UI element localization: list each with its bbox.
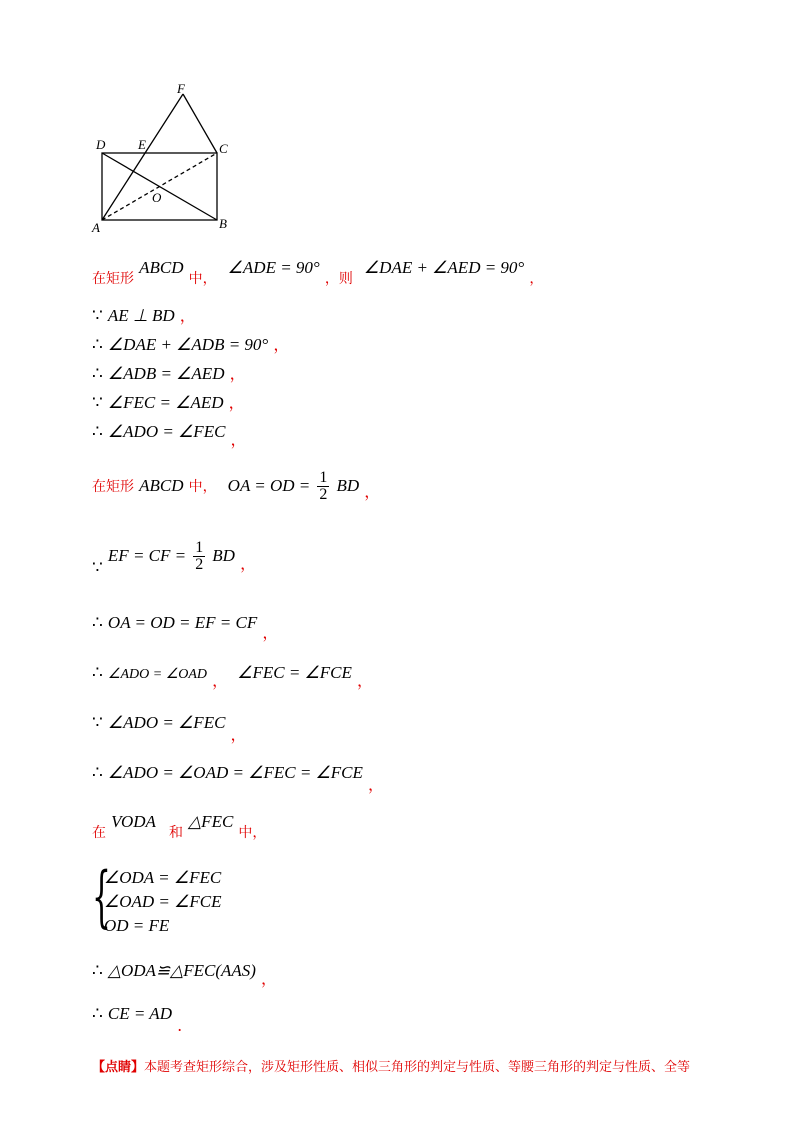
therefore-symbol: ∴: [92, 422, 103, 441]
punctuation: ，: [228, 393, 245, 412]
proof-line-8: [92, 539, 257, 577]
math-expr: ∠FEC = ∠FCE: [237, 663, 352, 682]
note-text: 本题考查矩形综合，涉及矩形性质、相似三角形的判定与性质、等腰三角形的判定与性质、全等: [144, 1060, 691, 1075]
proof-line-4: [92, 361, 246, 384]
proof-line-9: [92, 610, 279, 642]
label-e: E: [138, 137, 146, 152]
proof-line-15: [92, 1004, 183, 1035]
punctuation: ，: [230, 725, 247, 744]
therefore-symbol: ∴: [92, 364, 103, 383]
math-expr: ∠ADO = ∠OAD = ∠FEC = ∠FCE: [107, 763, 363, 782]
math-expr: ∠ADO = ∠FEC: [107, 422, 226, 441]
left-brace: {: [92, 858, 111, 935]
text-cn: 中，: [188, 479, 217, 495]
proof-line-1: [92, 258, 544, 287]
punctuation: ，: [230, 430, 247, 449]
because-symbol: ∵: [92, 558, 103, 577]
because-symbol: ∵: [92, 306, 103, 325]
math-expr: OA = OD = EF = CF: [107, 613, 258, 632]
therefore-symbol: ∴: [92, 335, 103, 354]
label-b: B: [219, 216, 227, 231]
math-expr: BD: [336, 476, 360, 495]
proof-line-12: [92, 760, 384, 794]
math-expr: ∠DAE + ∠AED = 90°: [363, 258, 525, 277]
math-expr: CE = AD: [107, 1004, 172, 1023]
proof-line-7: [92, 470, 380, 503]
math-expr: ABCD: [139, 258, 184, 277]
proof-line-14: [92, 958, 278, 988]
proof-line-2: [92, 303, 196, 326]
math-expr: △ODA≌△FEC(AAS): [107, 961, 256, 980]
commentary-note: [92, 1056, 690, 1075]
text-cn: 中，: [188, 271, 217, 287]
text-cn: 在: [92, 825, 106, 841]
punctuation: ，: [262, 623, 279, 642]
therefore-symbol: ∴: [92, 961, 103, 980]
math-expr: AE ⊥ BD: [107, 306, 175, 325]
label-d: D: [96, 137, 106, 152]
proof-line-11: [92, 710, 247, 744]
math-expr: VODA: [111, 812, 156, 831]
punctuation: .: [177, 1016, 183, 1035]
label-o: O: [152, 190, 162, 205]
math-expr: BD: [212, 546, 235, 565]
segment-fc: [183, 94, 217, 153]
punctuation: ，: [273, 335, 290, 354]
segment-af: [102, 94, 183, 220]
punctuation: ，: [212, 671, 229, 690]
therefore-symbol: ∴: [92, 663, 103, 682]
punctuation: ，: [240, 554, 257, 573]
therefore-symbol: ∴: [92, 763, 103, 782]
fraction-half: $\frac{1}{2}$: [319, 469, 328, 503]
punctuation: ，: [356, 671, 373, 690]
text-cn: 在矩形: [92, 271, 134, 287]
punctuation: ，: [261, 969, 278, 988]
punctuation: ，: [364, 482, 381, 501]
punctuation: ，: [529, 271, 544, 287]
text-cn: 中，: [238, 825, 267, 841]
math-expr: ∠ADB = ∠AED: [107, 364, 225, 383]
proof-line-13: [92, 812, 267, 841]
punctuation: ，: [179, 306, 196, 325]
math-expr: ∠FEC = ∠AED: [107, 393, 224, 412]
proof-line-5: [92, 390, 245, 413]
text-cn: 在矩形: [92, 479, 134, 495]
label-c: C: [219, 141, 228, 156]
proof-line-6: [92, 419, 247, 449]
math-expr: ABCD: [139, 476, 184, 495]
system-row-2: ∠OAD = ∠FCE: [104, 892, 222, 911]
proof-line-3: [92, 332, 289, 355]
math-expr: ∠ADE = 90°: [227, 258, 320, 277]
system-row-3: OD = FE: [104, 916, 170, 935]
system-row-1: ∠ODA = ∠FEC: [104, 868, 222, 887]
therefore-symbol: ∴: [92, 1004, 103, 1023]
because-symbol: ∵: [92, 713, 103, 732]
because-symbol: ∵: [92, 393, 103, 412]
math-expr: △FEC: [188, 812, 234, 831]
math-expr: OA = OD =: [227, 476, 311, 495]
geometry-figure: [88, 82, 248, 237]
math-expr: ∠ADO = ∠FEC: [107, 713, 226, 732]
punctuation: ，: [229, 364, 246, 383]
label-f: F: [177, 82, 185, 96]
text-cn: 和: [169, 825, 184, 841]
math-expr: EF = CF =: [107, 546, 187, 565]
fraction-half: $\frac{1}{2}$: [195, 539, 204, 573]
label-a: A: [92, 220, 100, 235]
math-expr: ∠DAE + ∠ADB = 90°: [107, 335, 269, 354]
proof-line-10: [92, 660, 373, 690]
punctuation: ，: [367, 775, 384, 794]
math-expr: ∠ADO = ∠OAD: [107, 667, 208, 682]
text-cn: ，则: [324, 271, 353, 287]
therefore-symbol: ∴: [92, 613, 103, 632]
note-tag: 【点睛】: [92, 1060, 145, 1075]
